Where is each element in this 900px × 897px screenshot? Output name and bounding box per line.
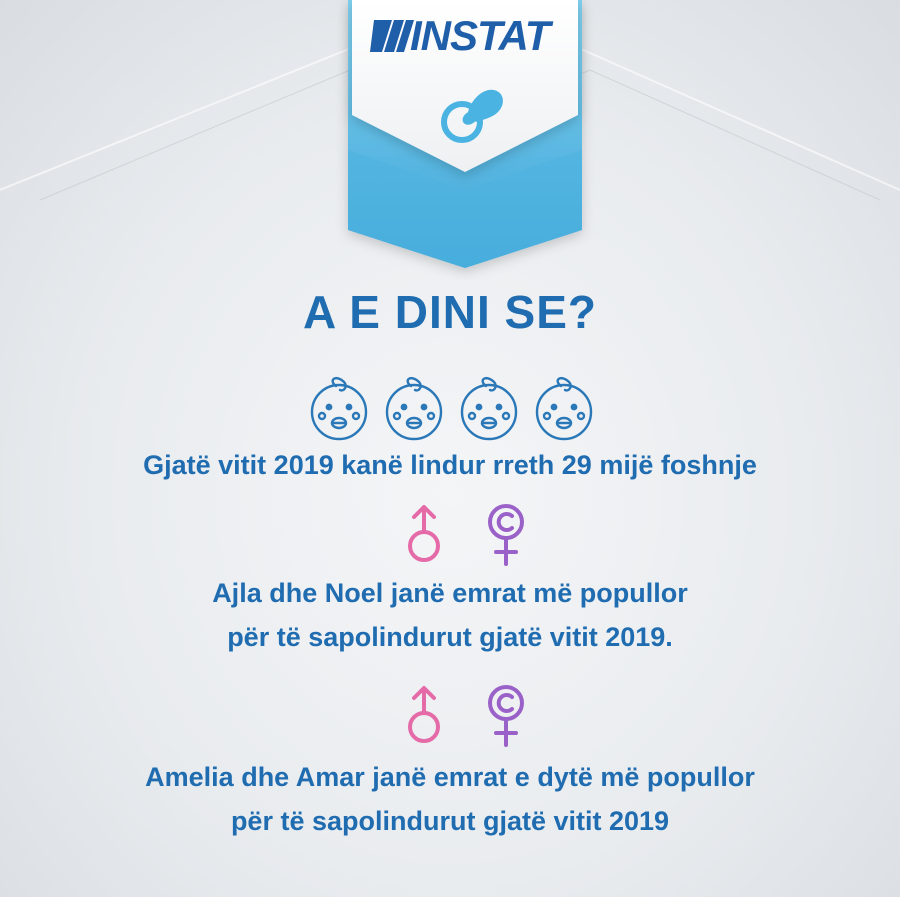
baby-faces-row xyxy=(306,376,606,446)
female-symbol-icon xyxy=(482,502,530,568)
fact-1-line-1: Gjatë vitit 2019 kanë lindur rreth 29 mijë foshnje xyxy=(143,450,757,480)
baby-face-icon xyxy=(312,378,366,439)
baby-face-icon xyxy=(537,378,591,439)
female-symbol-icon xyxy=(482,683,530,749)
baby-face-icon xyxy=(387,378,441,439)
male-symbol-icon xyxy=(400,683,448,747)
fact-3-line-2: për të sapolindurut gjatë vitit 2019 xyxy=(230,806,670,836)
male-symbol-icon xyxy=(400,502,448,566)
pacifier-icon xyxy=(432,78,508,148)
fact-3-line-1: Amelia dhe Amar janë emrat e dytë më popullor xyxy=(145,762,755,792)
baby-face-icon xyxy=(462,378,516,439)
fact-2-line-1: Ajla dhe Noel janë emrat më popullor xyxy=(212,578,688,608)
page-title: A E DINI SE? xyxy=(303,286,597,338)
logo-text: INSTAT xyxy=(410,12,550,59)
fact-2-line-2: për të sapolindurut gjatë vitit 2019. xyxy=(227,622,673,652)
